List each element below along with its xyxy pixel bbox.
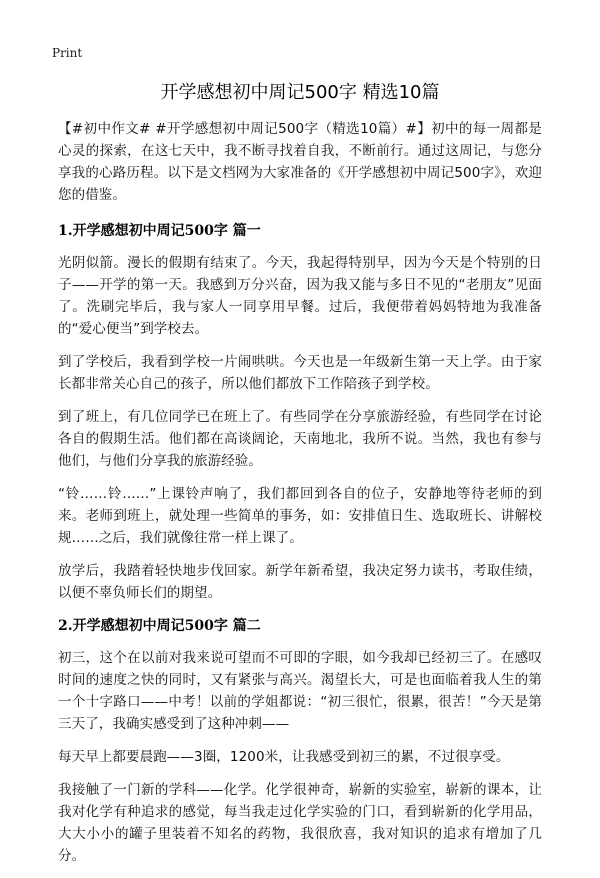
body-paragraph: 我接触了一门新的学科——化学。化学很神奇，崭新的实验室，崭新的课本，让我对化学有种追求的感觉，每当我走过化学实验的门口，看到崭新的化学用品，大大小小的罐子里装着不知名的药物，我很欣喜，我对知识的追求有增加了几分。	[58, 782, 542, 864]
document-body	[58, 118, 542, 878]
body-paragraph: 光阴似箭。漫长的假期有结束了。今天，我起得特别早，因为今天是个特别的日子——开学的第一天。我感到万分兴奋，因为我又能与多日不见的“老朋友”见面了。洗刷完毕后，我与家人一同享用早餐。过后，我便带着妈妈特地为我准备的“爱心便当”到学校去。	[58, 255, 542, 337]
section-2	[58, 615, 542, 867]
section-heading: 2.开学感想初中周记500字 篇二	[58, 618, 261, 634]
intro-paragraph: 【#初中作文# #开学感想初中周记500字（精选10篇）#】初中的每一周都是心灵的探索，在这七天中，我不断寻找着自我，不断前行。通过这周记，与您分享我的心路历程。以下是文档网为大家准备的《开学感想初中周记500字》，欢迎您的借鉴。	[58, 121, 542, 203]
print-label: Print	[52, 46, 83, 60]
body-paragraph: 每天早上都要晨跑——3圈，1200米，让我感受到初三的累，不过很享受。	[58, 749, 510, 765]
body-paragraph: “铃……铃……”上课铃声响了，我们都回到各自的位子，安静地等待老师的到来。老师到班上，就处理一些简单的事务，如：安排值日生、选取班长、讲解校规……之后，我们就像往常一样上课了。	[58, 486, 542, 546]
body-paragraph: 初三，这个在以前对我来说可望而不可即的字眼，如今我却已经初三了。在感叹时间的速度之快的同时，又有紧张与高兴。渴望长大，可是也面临着我人生的第一个十字路口——中考！以前的学姐都说：“初三很忙，很累，很苦！”今天是第三天了，我确实感受到了这种冲刺——	[58, 650, 542, 732]
section-1	[58, 220, 542, 604]
body-paragraph: 到了班上，有几位同学已在班上了。有些同学在分享旅游经验，有些同学在讨论各自的假期生活。他们都在高谈阔论，天南地北，我所不说。当然，我也有参与他们，与他们分享我的旅游经验。	[58, 409, 542, 469]
document-title: 开学感想初中周记500字 精选10篇	[160, 82, 440, 103]
body-paragraph: 放学后，我踏着轻快地步伐回家。新学年新希望，我决定努力读书，考取佳绩，以便不辜负师长们的期望。	[58, 563, 542, 601]
body-paragraph: 到了学校后，我看到学校一片闹哄哄。今天也是一年级新生第一天上学。由于家长都非常关心自己的孩子，所以他们都放下工作陪孩子到学校。	[58, 354, 542, 392]
section-heading: 1.开学感想初中周记500字 篇一	[58, 223, 261, 239]
